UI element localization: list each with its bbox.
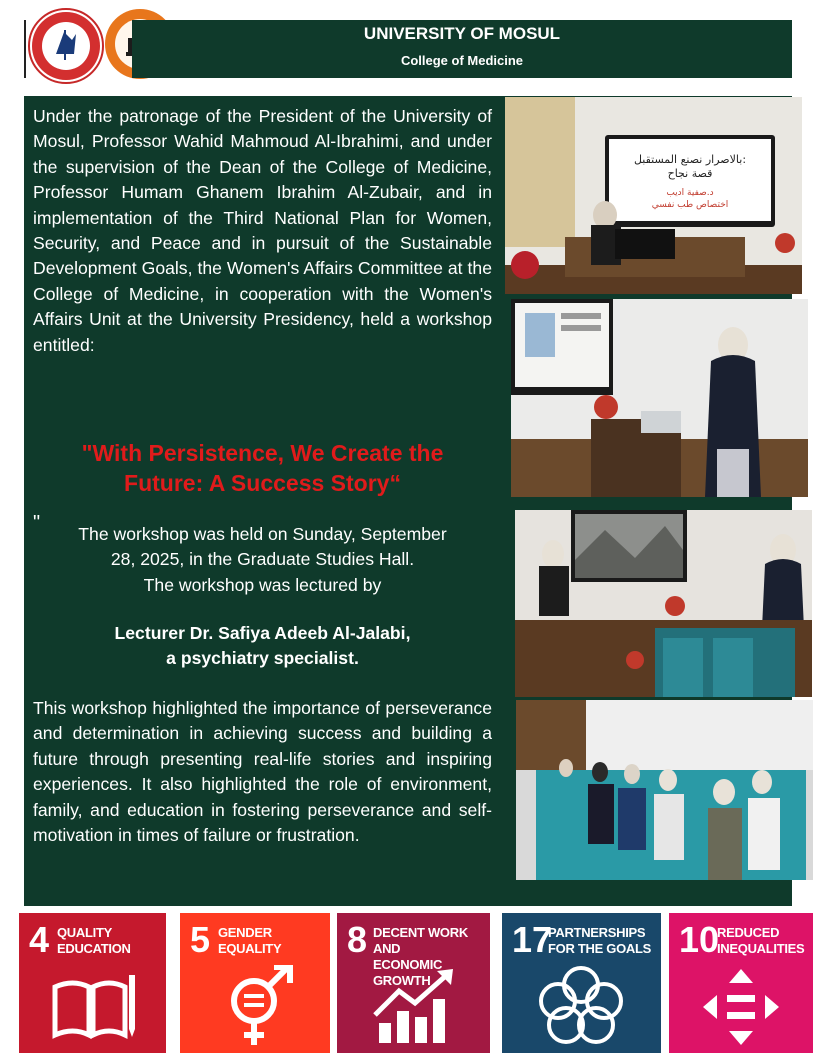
workshop-title: "With Persistence, We Create the Future: A Success Story“ (81, 440, 444, 496)
slide-text-4: اختصاص طب نفسي (651, 200, 729, 210)
photo-workshop-audience (515, 510, 812, 697)
sdg-4-label: QUALITY EDUCATION (57, 925, 131, 956)
book-pencil-icon (49, 971, 139, 1041)
sdg-8-number: 8 (347, 919, 368, 960)
sdg-17-tile (502, 913, 661, 1053)
sdg-4-tile (19, 913, 166, 1053)
slide-text-1: بالاصرار نصنع المستقبل: (633, 153, 747, 166)
sdg-17-label: PARTNERSHIPS FOR THE GOALS (548, 925, 651, 956)
sdg-10-number: 10 (679, 919, 720, 960)
lecturer-info (40, 621, 485, 672)
summary-paragraph: This workshop highlighted the importance of perseverance and determination in achieving success and building a future through presenting real-life stories and inspiring experiences. It also highlighted the role of environment, family, and education in fostering perseverance and self-motivation in times of failure or frustration. (33, 698, 492, 846)
lecturer-specialty: a psychiatry specialist. (166, 648, 359, 669)
gender-equality-icon (220, 965, 300, 1049)
held-line-1: The workshop was held on Sunday, September (78, 524, 447, 544)
sdg-5-label: GENDER EQUALITY (218, 925, 282, 956)
intro-paragraph: Under the patronage of the President of the University of Mosul, Professor Wahid Mahmoud Al-Ibrahimi, and under the supervision of the Dean of the College of Medicine, Professor Humam Ghanem Ibrahim Al-Zubair, and in implementation of the Third National Plan for Women, Security, and Peace and in pursuit of the Sustainable Development Goals, the Women's Affairs Committee at the College of Medicine, in cooperation with the Women's Affairs Unit at the University Presidency, held a workshop entitled: (33, 106, 492, 355)
lecturer-name: Lecturer Dr. Safiya Adeeb Al-Jalabi, (114, 623, 411, 643)
photo-presentation-slide (505, 97, 802, 294)
interlocking-rings-icon (536, 963, 626, 1047)
slide-text-3: د.صفية اديب (666, 188, 714, 198)
sdg-4-number: 4 (29, 919, 50, 960)
slide-text-2: قصة نجاح (667, 167, 713, 180)
sdg-5-tile (180, 913, 330, 1053)
held-line-2: 28, 2025, in the Graduate Studies Hall. (110, 549, 415, 570)
sdg-8-tile (337, 913, 490, 1053)
growth-chart-icon (371, 965, 461, 1045)
sdg-17-number: 17 (512, 919, 553, 960)
sdg-5-number: 5 (190, 919, 211, 960)
equality-arrows-icon (701, 967, 781, 1047)
sdg-10-label: REDUCED INEQUALITIES (717, 925, 805, 956)
workshop-details (40, 522, 485, 598)
photo-lecturer-speaking (511, 299, 808, 497)
medicine-college-logo (28, 8, 104, 84)
held-line-3: The workshop was lectured by (143, 574, 382, 595)
college-name: College of Medicine (400, 53, 524, 68)
sdg-8-label: DECENT WORK AND ECONOMIC GROWTH (373, 925, 468, 988)
opening-quote-mark: " (33, 512, 41, 534)
university-name: UNIVERSITY OF MOSUL (363, 24, 561, 43)
photo-seated-attendees (516, 700, 813, 880)
sdg-10-tile (669, 913, 813, 1053)
header-divider (24, 20, 26, 78)
